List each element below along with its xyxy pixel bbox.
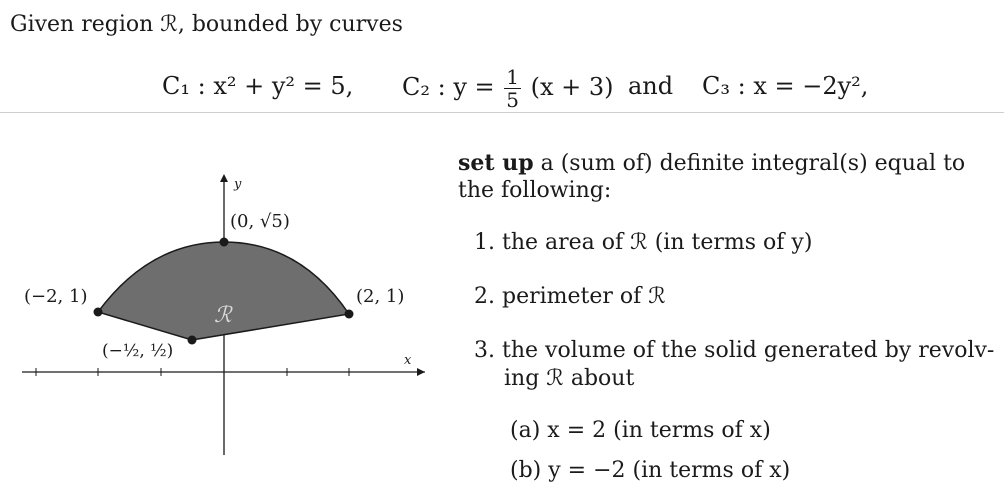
item-1-text: the area of ℛ (in terms of y) (502, 230, 813, 255)
point-left (94, 308, 103, 317)
curve-c3: C₃ : x = −2y², (702, 72, 869, 100)
subitem-b (510, 458, 790, 483)
instruction-line-2: the following: (458, 178, 612, 203)
axis-x-label: x (404, 353, 412, 368)
item-2 (474, 284, 666, 309)
curve-c2-suffix: (x + 3) (530, 73, 614, 101)
x-axis-arrow (417, 368, 425, 376)
point-bottom-label: (−½, ½) (102, 341, 174, 361)
curve-c2-prefix: C₂ : y = (402, 73, 495, 101)
scan-divider-line (0, 112, 1004, 113)
item-1 (474, 230, 812, 255)
item-3-text: the volume of the solid generated by revolv- (502, 338, 995, 363)
curve-c2-numerator: 1 (506, 65, 519, 89)
curve-c2-denominator: 5 (506, 88, 519, 112)
y-axis-arrow (220, 174, 228, 182)
subitem-b-label: (b) (510, 458, 542, 483)
point-right (345, 310, 354, 319)
instruction-rest: a (sum of) definite integral(s) equal to (540, 151, 966, 176)
item-3 (474, 338, 994, 363)
point-bottom (188, 336, 197, 345)
curve-and-word: and (628, 72, 674, 100)
item-3-line-2: ing ℛ about (504, 366, 635, 391)
curve-c2-fraction (504, 66, 521, 111)
subitem-a (510, 418, 771, 443)
curve-c1: C₁ : x² + y² = 5, (162, 72, 354, 100)
instruction-line-1 (458, 150, 965, 176)
point-left-label: (−2, 1) (24, 286, 88, 307)
curve-c2 (402, 66, 614, 111)
point-right-label: (2, 1) (356, 286, 405, 307)
item-2-number: 2. (474, 284, 495, 309)
subitem-a-label: (a) (510, 418, 541, 443)
subitem-a-text: x = 2 (in terms of x) (547, 418, 771, 443)
point-top (220, 238, 229, 247)
item-2-text: perimeter of ℛ (502, 284, 666, 309)
item-3-number: 3. (474, 338, 495, 363)
point-top-label: (0, √5) (230, 211, 290, 232)
subitem-b-text: y = −2 (in terms of x) (548, 458, 791, 483)
region-label: ℛ (214, 303, 232, 328)
instruction-bold: set up (458, 150, 534, 176)
region-figure (0, 150, 440, 490)
axis-y-label: y (234, 177, 242, 192)
intro-text: Given region ℛ, bounded by curves (10, 12, 403, 37)
item-1-number: 1. (474, 230, 495, 255)
